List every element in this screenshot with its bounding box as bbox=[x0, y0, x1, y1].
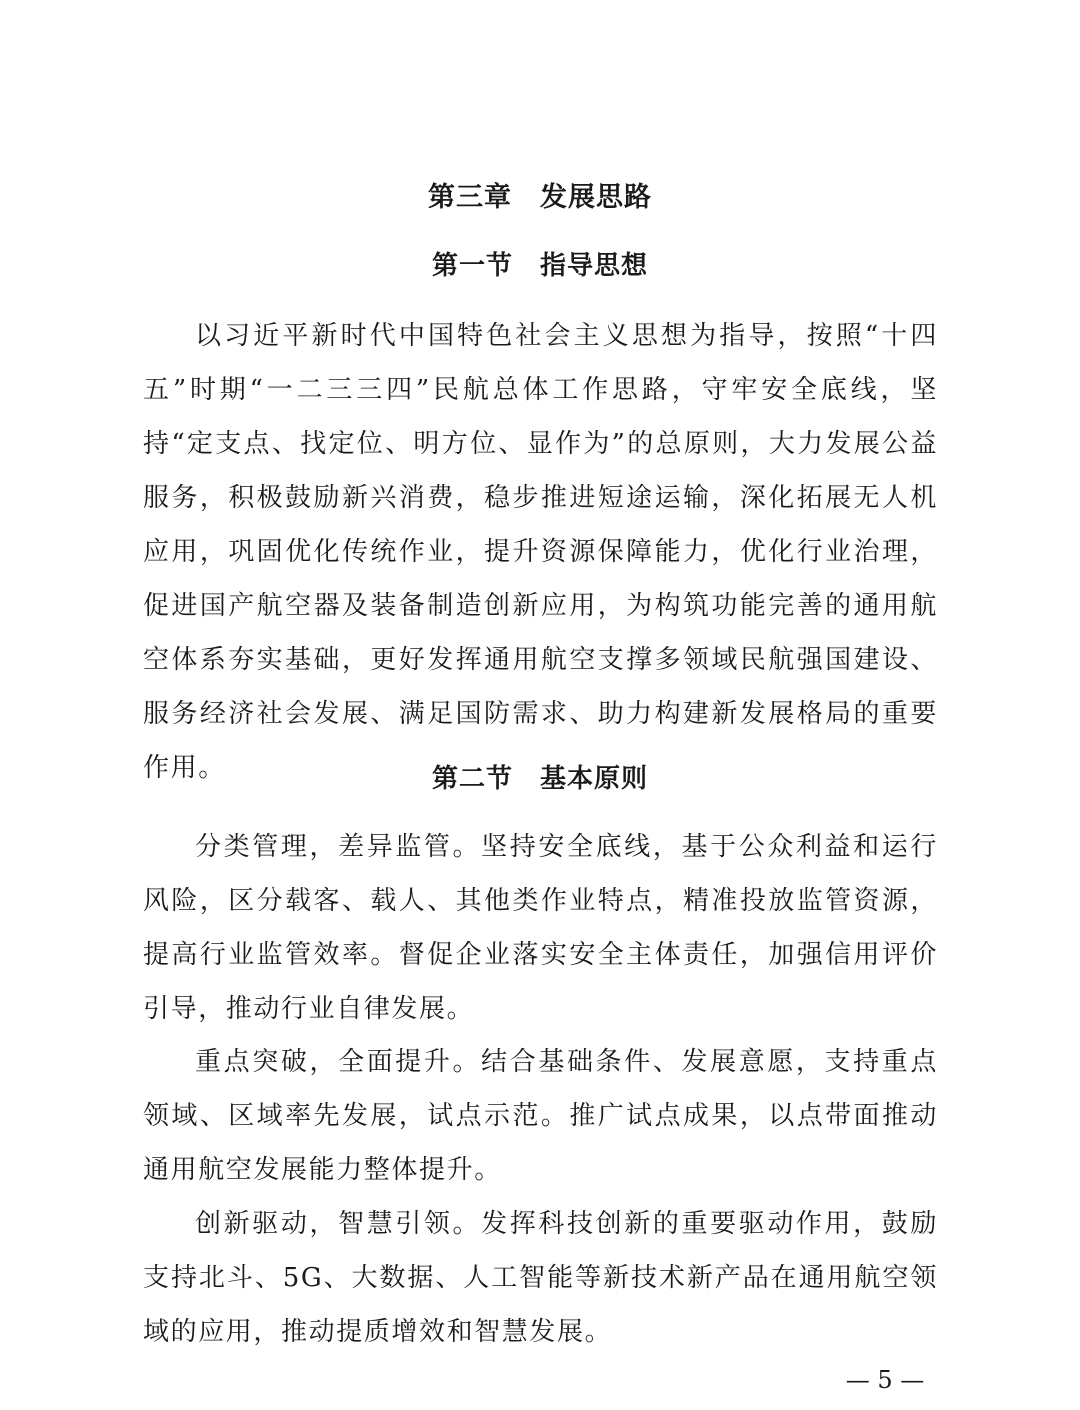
paragraph-principle-classified-management: 分类管理，差异监管。坚持安全底线，基于公众利益和运行风险，区分载客、载人、其他类作业特点，精准投放监管资源，提高行业监管效率。督促企业落实安全主体责任，加强信用评价引导，推动行业自律发展。 bbox=[143, 832, 938, 1024]
section-title-guiding-ideology: 第一节 指导思想 bbox=[431, 251, 648, 281]
paragraph-principle-innovation-driven: 创新驱动，智慧引领。发挥科技创新的重要驱动作用，鼓励支持北斗、5G、大数据、人工智能等新技术新产品在通用航空领域的应用，推动提质增效和智慧发展。 bbox=[143, 1209, 938, 1347]
paragraph-guiding-ideology: 以习近平新时代中国特色社会主义思想为指导，按照“十四五”时期“一二三三四”民航总体工作思路，守牢安全底线，坚持“定支点、找定位、明方位、显作为”的总原则，大力发展公益服务，积极鼓励新兴消费，稳步推进短途运输，深化拓展无人机应用，巩固优化传统作业，提升资源保障能力，优化行业治理，促进国产航空器及装备制造创新应用，为构筑功能完善的通用航空体系夯实基础，更好发挥通用航空支撑多领域民航强国建设、服务经济社会发展、满足国防需求、助力构建新发展格局的重要作用。 bbox=[143, 321, 938, 783]
page-number: — 5 — bbox=[845, 1366, 925, 1394]
paragraph-principle-key-breakthrough: 重点突破，全面提升。结合基础条件、发展意愿，支持重点领域、区域率先发展，试点示范。推广试点成果，以点带面推动通用航空发展能力整体提升。 bbox=[143, 1047, 938, 1185]
section-title-basic-principles: 第二节 基本原则 bbox=[431, 764, 648, 794]
chapter-title: 第三章 发展思路 bbox=[428, 182, 652, 213]
